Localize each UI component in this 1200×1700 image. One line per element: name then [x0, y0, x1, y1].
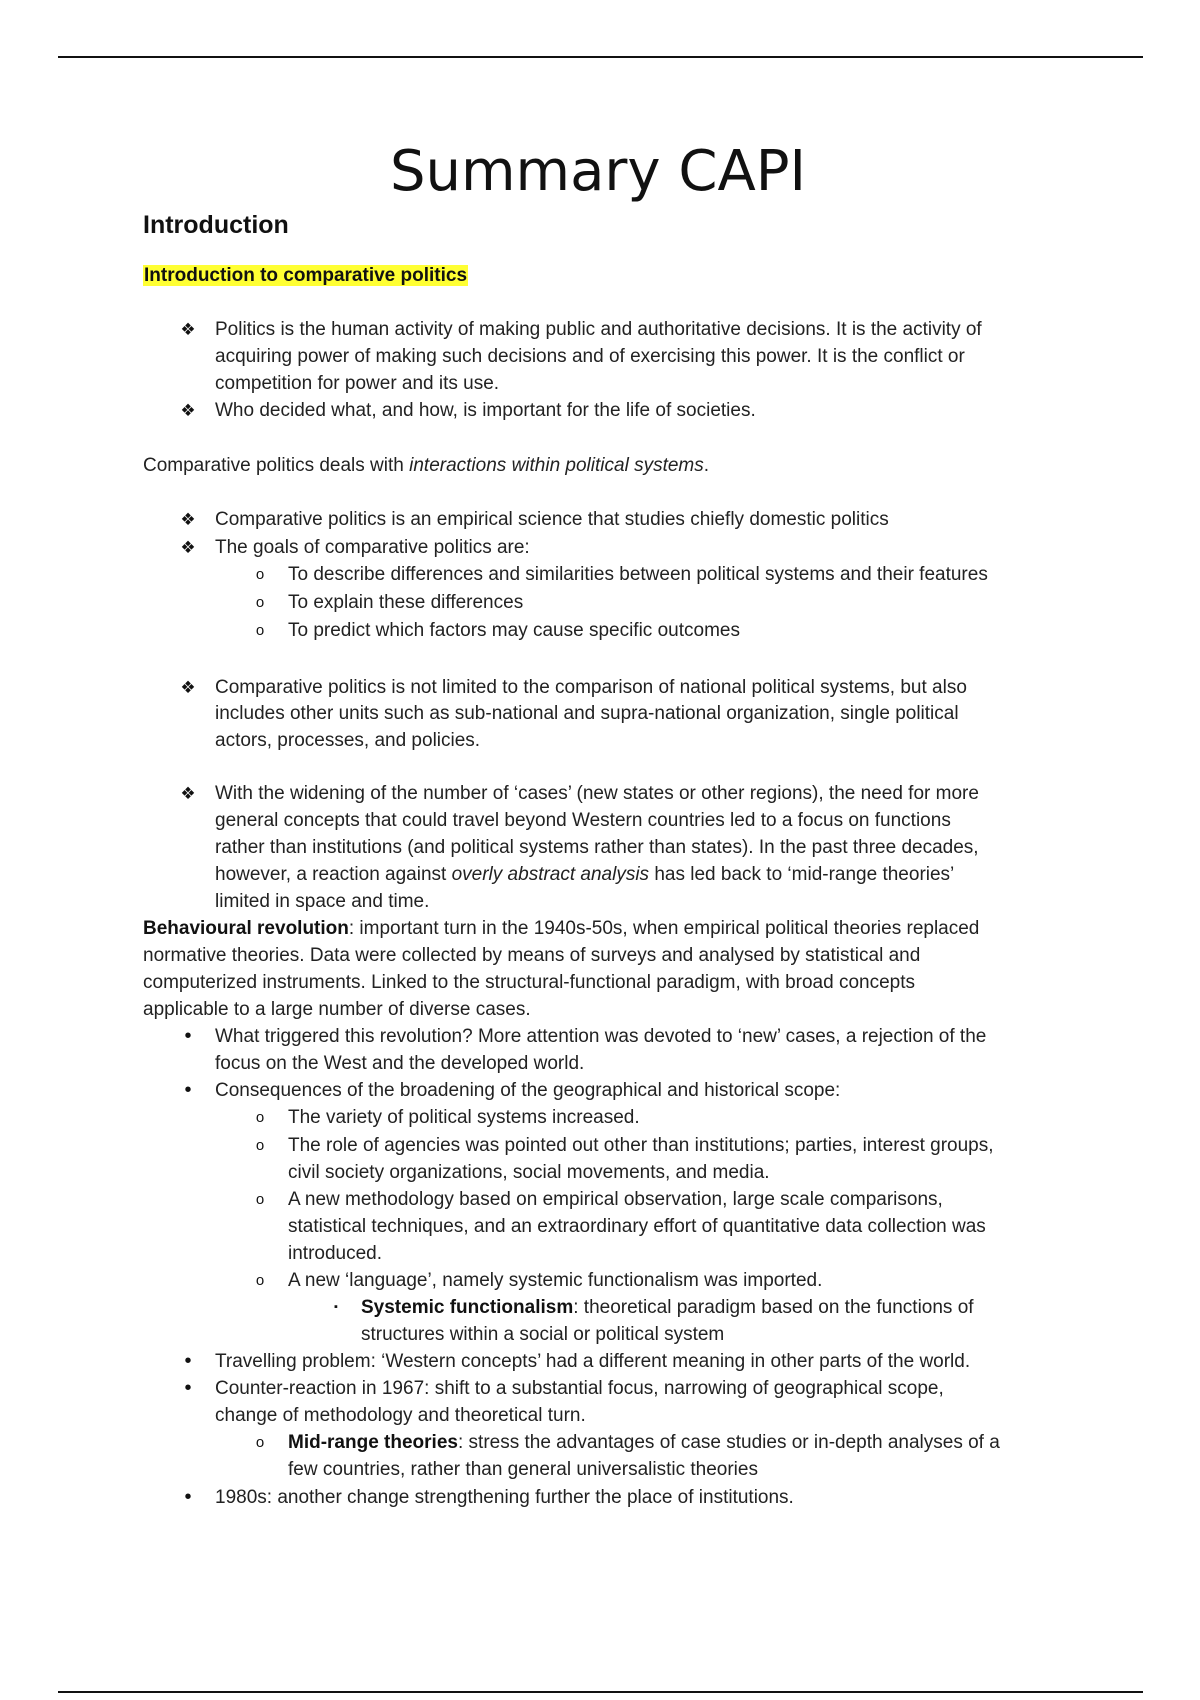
circle-bullet-icon: o	[255, 622, 265, 639]
header-rule	[58, 56, 1143, 58]
diamond-bullet-icon: ❖	[180, 401, 196, 420]
behavioural-revolution-line: applicable to a large number of diverse cases.	[143, 999, 531, 1020]
diamond-bullet-icon: ❖	[180, 784, 196, 803]
who-decided-line: Who decided what, and how, is important for the life of societies.	[215, 400, 756, 421]
dot-bullet-icon: •	[184, 1377, 192, 1399]
politics-def-line-1: Politics is the human activity of making public and authoritative decisions. It is the activity of	[215, 319, 982, 340]
behavioural-revolution-line: computerized instruments. Linked to the structural-functional paradigm, with broad concepts	[143, 972, 916, 993]
diamond-bullet-icon: ❖	[180, 678, 196, 697]
consequence-item: A new ‘language’, namely systemic functionalism was imported.	[288, 1270, 823, 1291]
consequences-line: Consequences of the broadening of the geographical and historical scope:	[215, 1080, 841, 1101]
counter-reaction-line-1: Counter-reaction in 1967: shift to a substantial focus, narrowing of geographical scope,	[215, 1378, 944, 1399]
widening-text: however, a reaction against	[215, 864, 452, 885]
document-title: Summary CAPI	[389, 139, 807, 204]
counter-reaction-line-2: change of methodology and theoretical turn.	[215, 1405, 586, 1426]
units-line-3: actors, processes, and policies.	[215, 730, 481, 751]
consequence-item: A new methodology based on empirical observation, large scale comparisons,	[288, 1189, 943, 1210]
units-line-2: includes other units such as sub-national and supra-national organization, single political	[215, 703, 959, 724]
dot-bullet-icon: •	[184, 1025, 192, 1047]
mid-range-line-1	[288, 1429, 1000, 1456]
circle-bullet-icon: o	[255, 1191, 265, 1208]
dot-bullet-icon: •	[184, 1079, 192, 1101]
mid-range-term: Mid-range theories	[288, 1432, 458, 1453]
systemic-functionalism-def: : theoretical paradigm based on the functions of	[573, 1297, 974, 1318]
intro-text: Comparative politics deals with	[143, 455, 410, 476]
widening-line-2: general concepts that could travel beyond Western countries led to a focus on functions	[215, 810, 951, 831]
systemic-functionalism-term: Systemic functionalism	[361, 1297, 574, 1318]
consequence-item-cont: introduced.	[288, 1243, 383, 1264]
eighties-line: 1980s: another change strengthening further the place of institutions.	[215, 1487, 794, 1508]
diamond-bullet-icon: ❖	[180, 320, 196, 339]
mid-range-def: : stress the advantages of case studies or in-depth analyses of a	[457, 1432, 1000, 1453]
behavioural-revolution-def: : important turn in the 1940s-50s, when empirical political theories replaced	[348, 918, 980, 939]
widening-emphasis: overly abstract analysis	[451, 864, 650, 885]
circle-bullet-icon: o	[255, 1109, 265, 1126]
widening-line-4	[215, 861, 954, 888]
circle-bullet-icon: o	[255, 1137, 265, 1154]
goal-item: To describe differences and similarities between political systems and their features	[288, 564, 988, 585]
intro-emphasis: interactions within political systems	[409, 455, 704, 476]
goal-item: To explain these differences	[288, 592, 524, 613]
widening-text-end: has led back to ‘mid-range theories’	[649, 864, 955, 885]
circle-bullet-icon: o	[255, 1434, 265, 1451]
behavioural-revolution-line-1	[143, 915, 979, 942]
circle-bullet-icon: o	[255, 1272, 265, 1289]
intro-period: .	[703, 455, 710, 476]
travelling-problem-line: Travelling problem: ‘Western concepts’ had a different meaning in other parts of the world.	[215, 1351, 971, 1372]
units-line-1: Comparative politics is not limited to the comparison of national political systems, but also	[215, 677, 967, 698]
circle-bullet-icon: o	[255, 594, 265, 611]
trigger-line-1: What triggered this revolution? More attention was devoted to ‘new’ cases, a rejection of the	[215, 1026, 987, 1047]
widening-line-5: limited in space and time.	[215, 891, 430, 912]
consequence-item-cont: civil society organizations, social movements, and media.	[288, 1162, 770, 1183]
empirical-science-line: Comparative politics is an empirical science that studies chiefly domestic politics	[215, 509, 889, 530]
subsection-heading	[143, 262, 468, 289]
comparative-politics-intro	[143, 452, 709, 479]
politics-def-line-2: acquiring power of making such decisions and of exercising this power. It is the conflict or	[215, 346, 965, 367]
consequence-item-cont: statistical techniques, and an extraordinary effort of quantitative data collection was	[288, 1216, 986, 1237]
politics-def-line-3: competition for power and its use.	[215, 373, 500, 394]
systemic-functionalism-line-1	[361, 1294, 974, 1321]
diamond-bullet-icon: ❖	[180, 538, 196, 557]
goal-item: To predict which factors may cause specific outcomes	[288, 620, 740, 641]
goals-heading-line: The goals of comparative politics are:	[215, 537, 530, 558]
mid-range-line-2: few countries, rather than general universalistic theories	[288, 1459, 758, 1480]
footer-rule	[58, 1691, 1143, 1693]
dot-bullet-icon: •	[184, 1350, 192, 1372]
behavioural-revolution-line: normative theories. Data were collected by means of surveys and analysed by statistical and	[143, 945, 921, 966]
circle-bullet-icon: o	[255, 566, 265, 583]
trigger-line-2: focus on the West and the developed world.	[215, 1053, 585, 1074]
systemic-functionalism-line-2: structures within a social or political system	[361, 1324, 725, 1345]
dot-bullet-icon: •	[184, 1486, 192, 1508]
highlighted-subheading: Introduction to comparative politics	[144, 265, 468, 286]
widening-line-3: rather than institutions (and political systems rather than states). In the past three decades,	[215, 837, 979, 858]
section-heading: Introduction	[143, 211, 289, 239]
consequence-item: The role of agencies was pointed out other than institutions; parties, interest groups,	[288, 1135, 994, 1156]
behavioural-revolution-term: Behavioural revolution	[143, 918, 349, 939]
square-bullet-icon: ▪	[334, 1301, 338, 1313]
widening-line-1: With the widening of the number of ‘cases’ (new states or other regions), the need for more	[215, 783, 979, 804]
consequence-item: The variety of political systems increased.	[288, 1107, 640, 1128]
diamond-bullet-icon: ❖	[180, 510, 196, 529]
